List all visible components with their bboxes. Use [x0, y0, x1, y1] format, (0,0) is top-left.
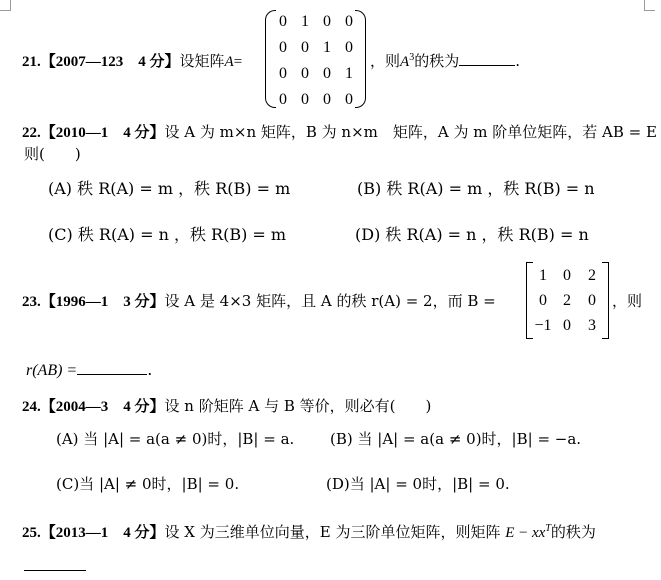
- q21-matrix-cell: 1: [323, 39, 331, 56]
- q22-option-a[interactable]: (A) 秩 R(A) = m ，秩 R(B) = m: [48, 179, 291, 198]
- q21-matrix-cell: 1: [301, 13, 309, 30]
- q23-text: 设 A 是 4×3 矩阵，且 A 的秩 r(A) = 2，而 B =: [164, 292, 496, 310]
- q21-stem: [22, 50, 242, 71]
- q21-matrix-cell: 0: [345, 91, 353, 108]
- q25-expr: E − xx: [505, 525, 546, 541]
- q23-matrix: [532, 263, 604, 338]
- q21-tail: [370, 50, 520, 71]
- q25-tag: 【2013—1 4 分】: [40, 525, 165, 541]
- q23-matrix-cell: −1: [534, 317, 552, 334]
- q23-matrix-cell: 2: [588, 267, 596, 284]
- q22-text: 设 A 为 m×n 矩阵，B 为 n×m 矩阵，A 为 m 阶单位矩阵，若 AB = E: [164, 123, 657, 141]
- q21-matrix-cell: 0: [345, 39, 353, 56]
- q23-matrix-cell: 2: [563, 292, 571, 309]
- q25-stem: [22, 521, 596, 542]
- q25-text-2: 的秩为: [550, 523, 596, 541]
- q23-stem: [22, 290, 496, 311]
- q21-answer-blank[interactable]: [459, 64, 515, 66]
- q21-matrix-cell: 0: [301, 65, 309, 82]
- q21-matrix-cell: 0: [323, 13, 331, 30]
- q21-text-3: 的秩为: [414, 52, 460, 70]
- q21-matrix-cell: 0: [323, 65, 331, 82]
- q23-matrix-cell: 0: [563, 267, 571, 284]
- q24-stem: [22, 395, 431, 416]
- q21-matrix-cell: 0: [301, 39, 309, 56]
- q21-text: 设矩阵: [179, 52, 225, 70]
- page-corner-top-left: [0, 0, 11, 11]
- q23-tag: 【1996—1 3 分】: [40, 294, 165, 310]
- q23-matrix-cell: 0: [588, 292, 596, 309]
- q22-option-d[interactable]: (D) 秩 R(A) = n ，秩 R(B) = n: [355, 225, 589, 244]
- q23-line-2: [26, 360, 152, 380]
- q24-number: 24.: [22, 399, 41, 415]
- q22-option-b[interactable]: (B) 秩 R(A) = m ，秩 R(B) = n: [357, 179, 595, 198]
- q24-option-a[interactable]: (A) 当 |A| = a(a ≠ 0)时，|B| = a.: [56, 430, 295, 448]
- q22-number: 22.: [22, 125, 41, 141]
- q21-equals: =: [233, 54, 243, 70]
- page-corner-top-right: [644, 0, 655, 11]
- q21-matrix-cell: 0: [279, 91, 287, 108]
- q21-matrix-cell: 0: [345, 13, 353, 30]
- q23-matrix-cell: 1: [539, 267, 547, 284]
- q25-transpose: T: [545, 523, 551, 534]
- q21-end: .: [515, 52, 520, 70]
- q23-matrix-cell: 3: [588, 317, 596, 334]
- q22-tag: 【2010—1 4 分】: [40, 125, 165, 141]
- q24-option-c[interactable]: (C)当 |A| ≠ 0时，|B| = 0.: [56, 475, 240, 493]
- q25-answer-blank[interactable]: [24, 569, 86, 571]
- q25-number: 25.: [22, 525, 41, 541]
- q21-power-base: A: [400, 54, 410, 70]
- q21-text-2: ，则: [370, 52, 401, 70]
- q23-matrix-cell: 0: [563, 317, 571, 334]
- q21-matrix: [272, 9, 362, 113]
- q21-tag: 【2007—123 4 分】: [40, 54, 180, 70]
- q22-option-c[interactable]: (C) 秩 R(A) = n ，秩 R(B) = m: [48, 225, 287, 244]
- q21-matrix-cell: 0: [279, 39, 287, 56]
- q21-matrix-cell: 0: [279, 13, 287, 30]
- q24-option-b[interactable]: (B) 当 |A| = a(a ≠ 0)时，|B| = −a.: [330, 430, 582, 448]
- q21-matrix-cell: 0: [301, 91, 309, 108]
- q21-power-exp: 3: [409, 52, 415, 63]
- q21-number: 21.: [22, 54, 41, 70]
- q22-line-2: 则( ): [24, 145, 81, 163]
- q23-expr: r(AB) =: [26, 362, 78, 379]
- q21-matrix-cell: 0: [323, 91, 331, 108]
- q23-answer-blank[interactable]: [77, 373, 147, 375]
- q21-matrix-cell: 1: [345, 65, 353, 82]
- q21-var: A: [224, 54, 234, 70]
- q24-tag: 【2004—3 4 分】: [40, 399, 165, 415]
- q22-stem: [22, 121, 657, 142]
- q23-text-2: ，则: [612, 292, 643, 310]
- q24-option-d[interactable]: (D)当 |A| = 0时，|B| = 0.: [326, 475, 510, 493]
- q25-text: 设 X 为三维单位向量，E 为三阶单位矩阵，则矩阵: [164, 523, 501, 541]
- q24-text: 设 n 阶矩阵 A 与 B 等价，则必有( ): [164, 397, 432, 415]
- q23-matrix-cell: 0: [539, 292, 547, 309]
- q23-number: 23.: [22, 294, 41, 310]
- q21-matrix-cell: 0: [279, 65, 287, 82]
- q23-end: .: [147, 360, 153, 379]
